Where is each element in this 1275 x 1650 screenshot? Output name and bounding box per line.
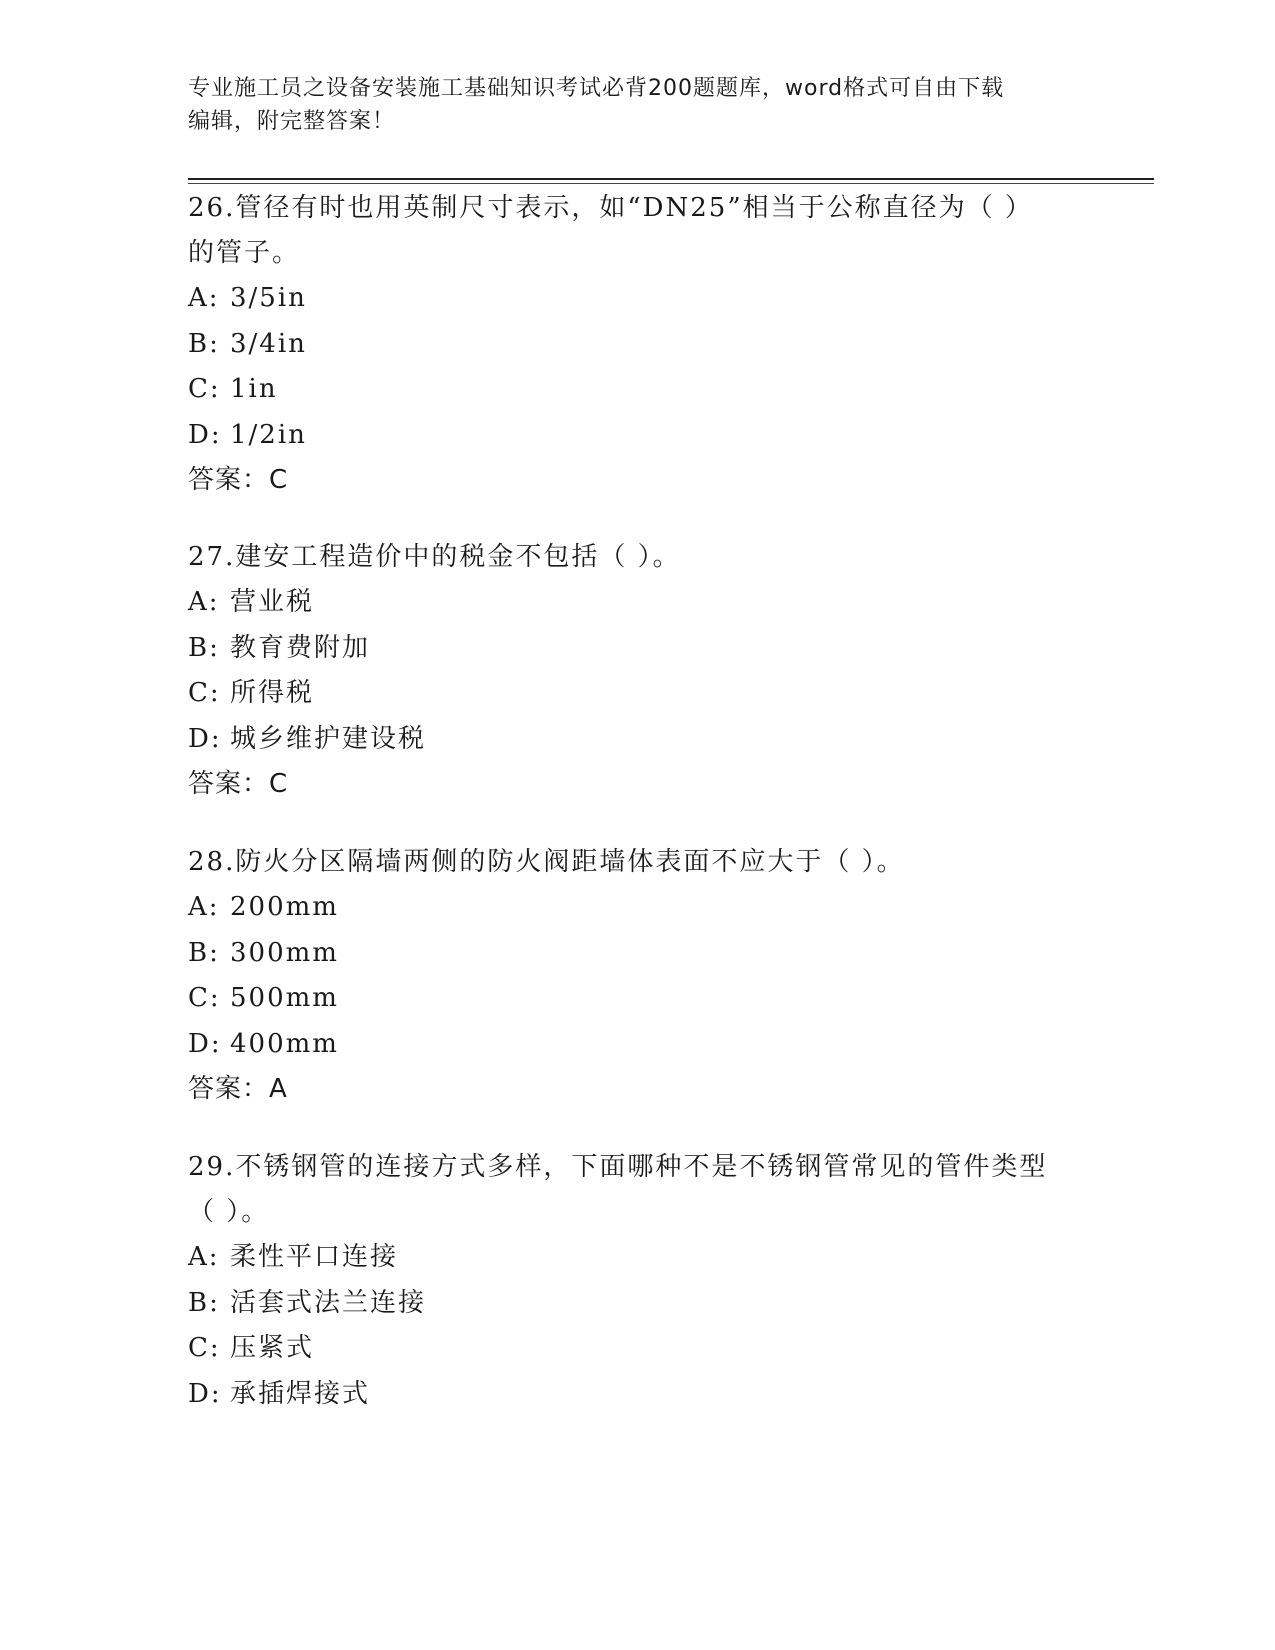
- option-letter: B:: [188, 1287, 220, 1318]
- option-text: 3/4in: [230, 328, 307, 359]
- option-letter: C:: [188, 1333, 221, 1363]
- option-letter: B:: [188, 632, 220, 663]
- question-28: [188, 840, 1088, 1112]
- option-text: 压紧式: [230, 1333, 315, 1363]
- option-b: [188, 931, 1088, 977]
- header-divider-thick: [188, 178, 1154, 180]
- option-c: [188, 367, 1088, 413]
- option-letter: D:: [188, 1378, 222, 1409]
- option-text: 承插焊接式: [230, 1378, 371, 1409]
- option-text: 1/2in: [230, 419, 307, 450]
- question-29: [188, 1145, 1088, 1417]
- option-letter: D:: [188, 723, 222, 754]
- option-c: [188, 1326, 1088, 1372]
- question-27: [188, 535, 1088, 807]
- option-text: 教育费附加: [230, 632, 371, 663]
- option-b: [188, 626, 1088, 672]
- option-text: 1in: [230, 374, 278, 404]
- option-letter: C:: [188, 983, 221, 1013]
- option-letter: B:: [188, 937, 220, 968]
- header-line-2: 编辑，附完整答案！: [188, 109, 396, 134]
- option-d: [188, 1022, 1088, 1068]
- answer-line: 答案：C: [188, 769, 289, 799]
- option-a: [188, 885, 1088, 931]
- question-stem-line-2: （ ）。: [188, 1197, 270, 1227]
- option-text: 柔性平口连接: [230, 1242, 399, 1272]
- option-letter: C:: [188, 678, 221, 708]
- option-text: 营业税: [230, 587, 315, 617]
- option-letter: A:: [188, 1242, 220, 1272]
- option-d: [188, 1372, 1088, 1418]
- option-a: [188, 1235, 1088, 1281]
- option-a: [188, 580, 1088, 626]
- option-d: [188, 413, 1088, 459]
- header-divider-thin: [188, 183, 1154, 184]
- option-text: 400mm: [230, 1028, 339, 1059]
- question-stem-line-1: 29.不锈钢管的连接方式多样，下面哪种不是不锈钢管常见的管件类型: [188, 1152, 1048, 1182]
- question-stem-line-1: 28.防火分区隔墙两侧的防火阀距墙体表面不应大于（ ）。: [188, 847, 905, 877]
- option-letter: D:: [188, 419, 222, 450]
- option-letter: A:: [188, 587, 220, 617]
- option-letter: C:: [188, 374, 221, 404]
- question-stem-line-1: 26.管径有时也用英制尺寸表示，如“DN25”相当于公称直径为（ ）: [188, 193, 1033, 223]
- question-stem-line-1: 27.建安工程造价中的税金不包括（ ）。: [188, 542, 681, 572]
- option-text: 所得税: [230, 678, 315, 708]
- option-text: 城乡维护建设税: [230, 723, 427, 754]
- option-b: [188, 322, 1088, 368]
- answer-line: 答案：A: [188, 1074, 288, 1104]
- document-header: [188, 72, 1088, 138]
- answer-line: 答案：C: [188, 465, 289, 495]
- option-text: 300mm: [230, 937, 339, 968]
- header-line-1: 专业施工员之设备安装施工基础知识考试必背200题题库，word格式可自由下载: [188, 76, 1005, 101]
- option-text: 活套式法兰连接: [230, 1287, 427, 1318]
- option-text: 500mm: [230, 983, 339, 1013]
- option-c: [188, 671, 1088, 717]
- option-letter: A:: [188, 892, 220, 922]
- option-text: 200mm: [230, 892, 339, 922]
- question-26: [188, 186, 1088, 503]
- option-c: [188, 976, 1088, 1022]
- option-text: 3/5in: [230, 283, 307, 313]
- option-b: [188, 1281, 1088, 1327]
- option-a: [188, 276, 1088, 322]
- option-letter: B:: [188, 328, 220, 359]
- question-stem-line-2: 的管子。: [188, 238, 301, 268]
- option-d: [188, 717, 1088, 763]
- option-letter: A:: [188, 283, 220, 313]
- option-letter: D:: [188, 1028, 222, 1059]
